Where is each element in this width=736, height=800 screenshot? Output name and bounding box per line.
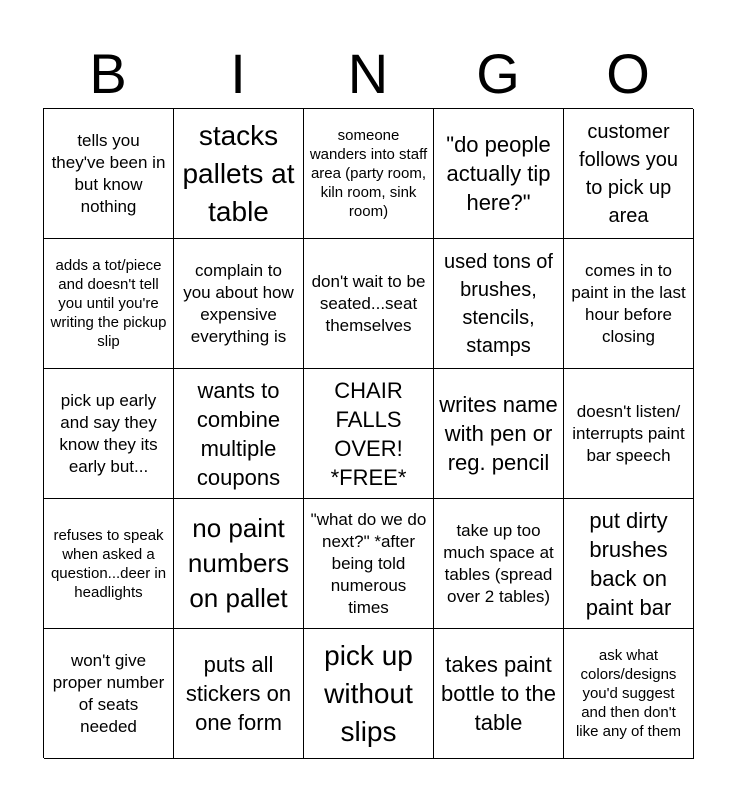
cell-text: puts all stickers on one form — [185, 652, 292, 735]
bingo-cell[interactable] — [304, 499, 434, 629]
cell-text: used tons of brushes, stencils, stamps — [444, 250, 553, 357]
bingo-cell[interactable] — [174, 369, 304, 499]
cell-text: comes in to paint in the last hour before closing — [571, 260, 686, 346]
cell-text: pick up early and say they know they its early but... — [59, 390, 158, 476]
bingo-cell[interactable] — [174, 499, 304, 629]
cell-text: "do people actually tip here?" — [446, 132, 551, 215]
cell-text: won't give proper number of seats needed — [52, 650, 165, 736]
bingo-cell[interactable] — [174, 239, 304, 369]
bingo-cell[interactable] — [434, 369, 564, 499]
header-letter-g: G — [476, 42, 520, 105]
bingo-cell[interactable] — [304, 239, 434, 369]
bingo-cell[interactable] — [434, 629, 564, 759]
header-letter-b: B — [89, 42, 127, 105]
bingo-cell[interactable] — [434, 109, 564, 239]
bingo-cell[interactable] — [304, 369, 434, 499]
cell-text: tells you they've been in but know nothing — [51, 130, 166, 216]
cell-text: "what do we do next?" *after being told numerous times — [310, 509, 427, 617]
cell-text: ask what colors/designs you'd suggest and then don't like any of them — [575, 647, 682, 740]
header-letter-n: N — [347, 42, 389, 105]
cell-text: complain to you about how expensive everything is — [183, 260, 294, 346]
bingo-cell[interactable] — [564, 109, 694, 239]
bingo-cell[interactable] — [304, 629, 434, 759]
bingo-cell[interactable] — [434, 239, 564, 369]
cell-text: put dirty brushes back on paint bar — [585, 507, 672, 620]
cell-text: someone wanders into staff area (party room, kiln room, sink room) — [309, 127, 428, 220]
bingo-cell[interactable] — [44, 629, 174, 759]
bingo-grid — [43, 108, 693, 758]
cell-text: don't wait to be seated...seat themselves — [311, 271, 426, 335]
bingo-cell[interactable] — [564, 499, 694, 629]
header-letter-o: O — [606, 42, 650, 105]
cell-text: takes paint bottle to the table — [441, 652, 556, 735]
cell-text: wants to combine multiple coupons — [196, 377, 281, 490]
cell-text: doesn't listen/ interrupts paint bar speech — [572, 401, 685, 465]
bingo-cell[interactable] — [564, 239, 694, 369]
cell-text: customer follows you to pick up area — [579, 120, 678, 227]
cell-text: writes name with pen or reg. pencil — [439, 392, 558, 475]
bingo-cell[interactable] — [174, 629, 304, 759]
cell-text: take up too much space at tables (spread over 2 tables) — [443, 520, 554, 606]
bingo-cell[interactable] — [564, 369, 694, 499]
bingo-cell[interactable] — [44, 369, 174, 499]
cell-text: stacks pallets at table — [182, 119, 295, 227]
bingo-cell[interactable] — [44, 239, 174, 369]
bingo-cell[interactable] — [564, 629, 694, 759]
bingo-cell[interactable] — [44, 499, 174, 629]
cell-text: refuses to speak when asked a question...deer in headlights — [50, 526, 167, 601]
bingo-cell[interactable] — [434, 499, 564, 629]
cell-text: CHAIR FALLS OVER! *FREE* — [330, 377, 407, 490]
cell-text: no paint numbers on pallet — [187, 513, 290, 613]
bingo-header — [43, 44, 693, 104]
bingo-cell[interactable] — [174, 109, 304, 239]
cell-text: pick up without slips — [324, 639, 413, 747]
bingo-cell[interactable] — [44, 109, 174, 239]
cell-text: adds a tot/piece and doesn't tell you until you're writing the pickup slip — [50, 257, 167, 350]
bingo-cell[interactable] — [304, 109, 434, 239]
header-letter-i: I — [230, 42, 246, 105]
